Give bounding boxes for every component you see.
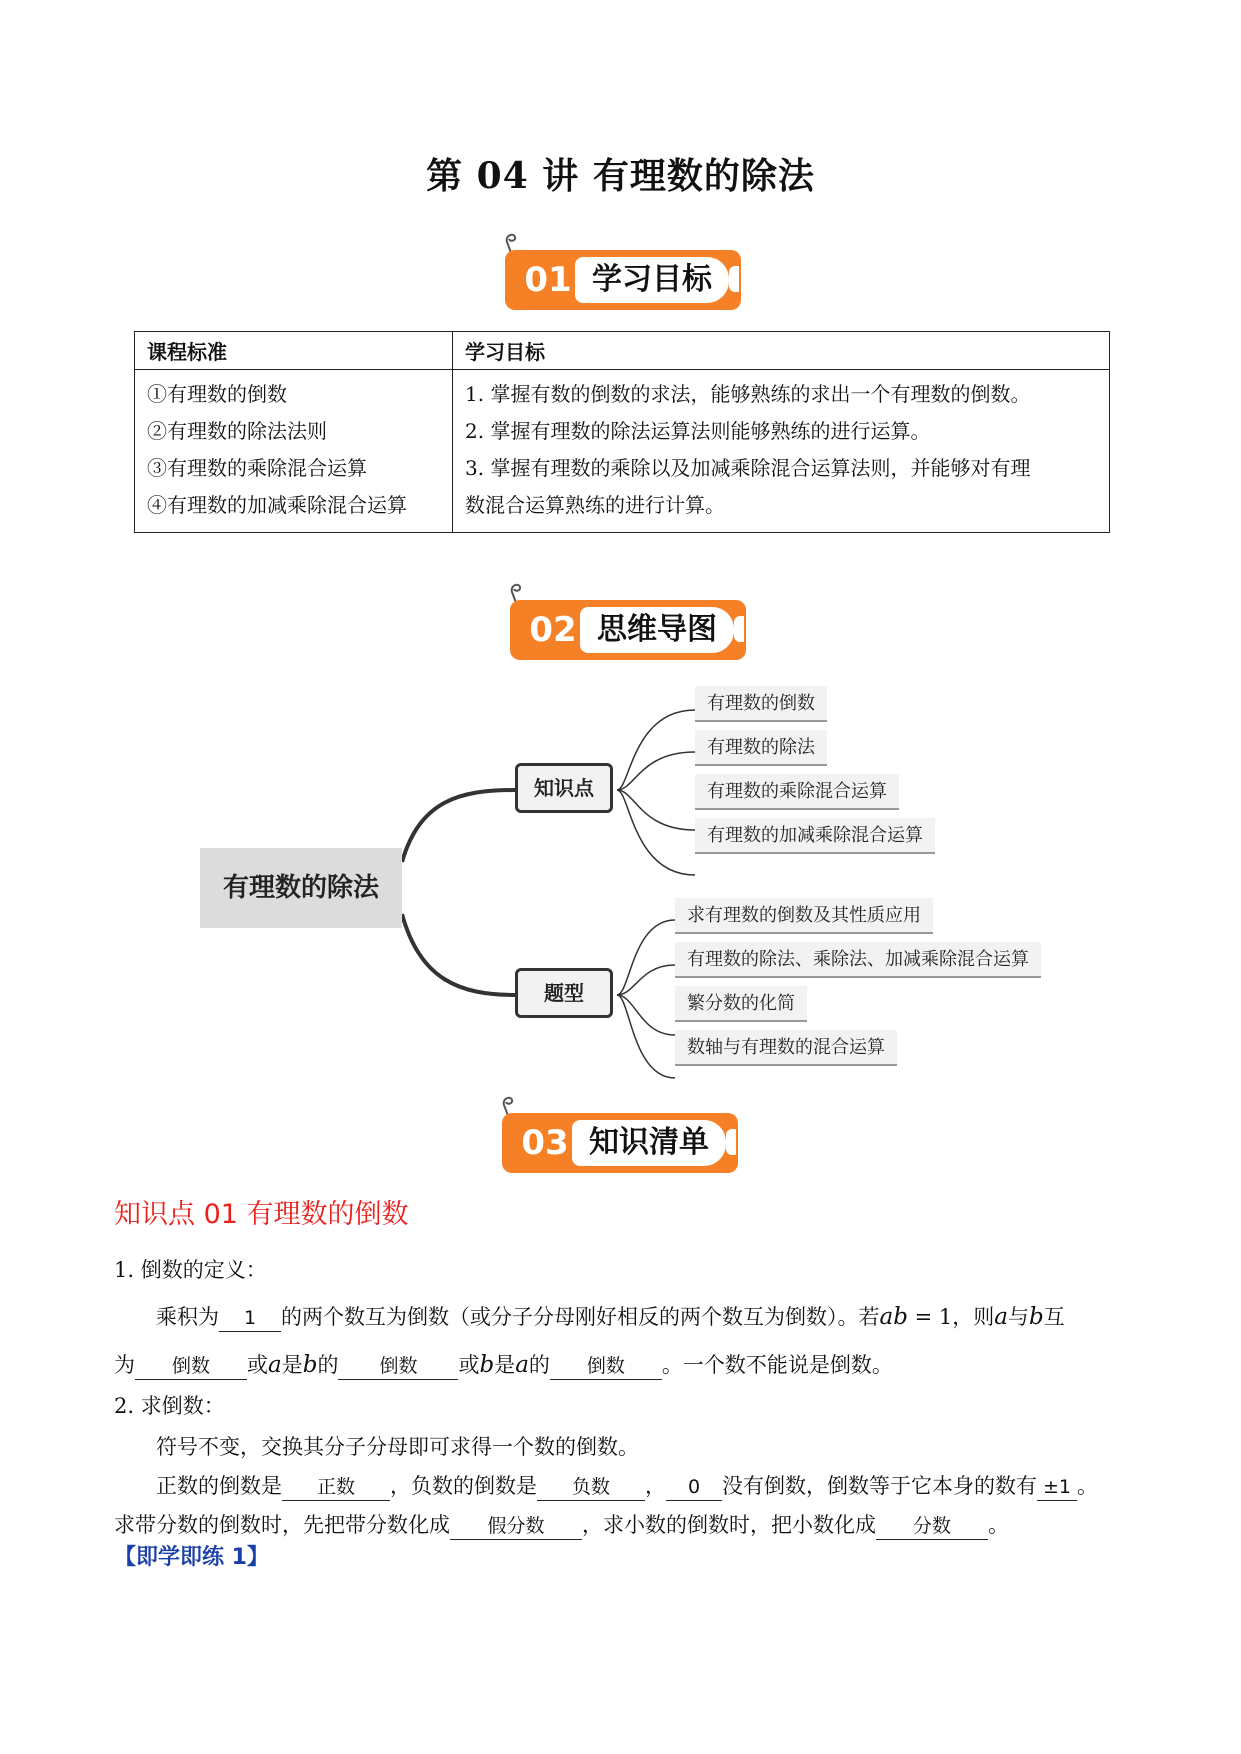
math-var: b [479, 1352, 495, 1378]
answer-blank: 倒数 [135, 1353, 247, 1380]
answer-blank: 倒数 [550, 1353, 662, 1380]
mindmap-root: 有理数的除法 [200, 848, 402, 928]
text-run: 的 [528, 1353, 550, 1377]
mindmap-leaf: 数轴与有理数的混合运算 [675, 1030, 897, 1066]
text-run: 或 [458, 1353, 480, 1377]
answer-blank: 正数 [282, 1474, 390, 1501]
mindmap-leaf: 有理数的乘除混合运算 [695, 774, 899, 810]
mindmap-leaf: 有理数的除法、乘除法、加减乘除混合运算 [675, 942, 1041, 978]
text-run: 是 [494, 1353, 516, 1377]
table-header: 课程标准 [135, 332, 453, 370]
answer-blank: 0 [666, 1474, 722, 1501]
answer-blank: 倒数 [338, 1353, 458, 1380]
section-label: 学习目标 [575, 257, 729, 303]
answer-blank: 分数 [876, 1513, 988, 1540]
standard-item: ③有理数的乘除混合运算 [147, 456, 367, 480]
section-number: 02 [529, 610, 577, 650]
find-line-1: 符号不变，交换其分子分母即可求得一个数的倒数。 [156, 1435, 639, 1459]
section-badge-03 [502, 1107, 742, 1177]
objective-item: 2. 掌握有理数的除法运算法则能够熟练的进行运算。 [465, 419, 931, 443]
definition-line-1 [156, 1301, 1065, 1332]
text-run: 正数的倒数是 [156, 1474, 282, 1498]
definition-line-2 [114, 1349, 893, 1380]
find-line-2 [156, 1470, 1098, 1501]
section-label: 知识清单 [572, 1120, 726, 1166]
text-run: 或 [247, 1353, 268, 1377]
definition-heading: 1. 倒数的定义： [114, 1258, 267, 1282]
text-run: 为 [114, 1353, 135, 1377]
text-run: 乘积为 [156, 1305, 219, 1329]
knowledge-point-title: 知识点 01 有理数的倒数 [114, 1199, 409, 1230]
section-number: 01 [524, 260, 572, 300]
math-var: a [994, 1304, 1008, 1330]
text-run: ， [645, 1474, 666, 1498]
mindmap-leaf: 求有理数的倒数及其性质应用 [675, 898, 933, 934]
objective-item: 1. 掌握有数的倒数的求法，能够熟练的求出一个有理数的倒数。 [465, 382, 1031, 406]
mind-map [150, 640, 1050, 1080]
section-badge-01 [505, 244, 745, 314]
math-var: b [302, 1352, 318, 1378]
mindmap-branch-knowledge: 知识点 [515, 763, 613, 813]
answer-blank: 假分数 [450, 1513, 582, 1540]
text-run: 。 [1077, 1474, 1098, 1498]
math-var: ab [879, 1304, 908, 1330]
text-run: ，负数的倒数是 [390, 1474, 537, 1498]
math-var: a [268, 1352, 282, 1378]
mindmap-leaf: 有理数的倒数 [695, 686, 827, 722]
math-var: a [515, 1352, 529, 1378]
answer-blank: 负数 [537, 1474, 645, 1501]
table-header: 学习目标 [453, 332, 1110, 370]
text-run: 互 [1043, 1305, 1065, 1329]
standards-cell [135, 370, 453, 533]
section-number: 03 [521, 1123, 569, 1163]
answer-blank: 1 [219, 1305, 281, 1332]
find-heading: 2. 求倒数： [114, 1394, 225, 1418]
practice-heading: 【即学即练 1】 [114, 1545, 269, 1570]
text-run: 是 [281, 1353, 303, 1377]
text-run: 与 [1007, 1305, 1029, 1329]
mindmap-leaf: 繁分数的化简 [675, 986, 807, 1022]
standard-item: ②有理数的除法法则 [147, 419, 327, 443]
mindmap-leaf: 有理数的加减乘除混合运算 [695, 818, 935, 854]
math-var: b [1028, 1304, 1044, 1330]
text-run: ，则 [952, 1305, 995, 1329]
standard-item: ①有理数的倒数 [147, 382, 287, 406]
objective-item: 数混合运算熟练的进行计算。 [465, 493, 725, 517]
text-run: 没有倒数，倒数等于它本身的数有 [722, 1474, 1037, 1498]
objective-item: 3. 掌握有理数的乘除以及加减乘除混合运算法则，并能够对有理 [465, 456, 1031, 480]
text-run: 的 [317, 1353, 339, 1377]
text-run: 。 [988, 1513, 1009, 1537]
find-line-3 [114, 1509, 1009, 1540]
mindmap-branch-types: 题型 [515, 968, 613, 1018]
section-label: 思维导图 [580, 607, 734, 653]
standard-item: ④有理数的加减乘除混合运算 [147, 493, 407, 517]
text-run: ，求小数的倒数时，把小数化成 [582, 1513, 876, 1537]
goals-table [134, 331, 1110, 533]
answer-blank: ±1 [1037, 1474, 1077, 1501]
mindmap-leaf: 有理数的除法 [695, 730, 827, 766]
page-title: 第 04 讲 有理数的除法 [426, 155, 815, 197]
objectives-cell [453, 370, 1110, 533]
text-run: 的两个数互为倒数（或分子分母刚好相反的两个数互为倒数）。若 [281, 1305, 880, 1329]
math-eq: = 1 [907, 1305, 953, 1329]
text-run: 求带分数的倒数时，先把带分数化成 [114, 1513, 450, 1537]
text-run: 。一个数不能说是倒数。 [661, 1353, 893, 1377]
